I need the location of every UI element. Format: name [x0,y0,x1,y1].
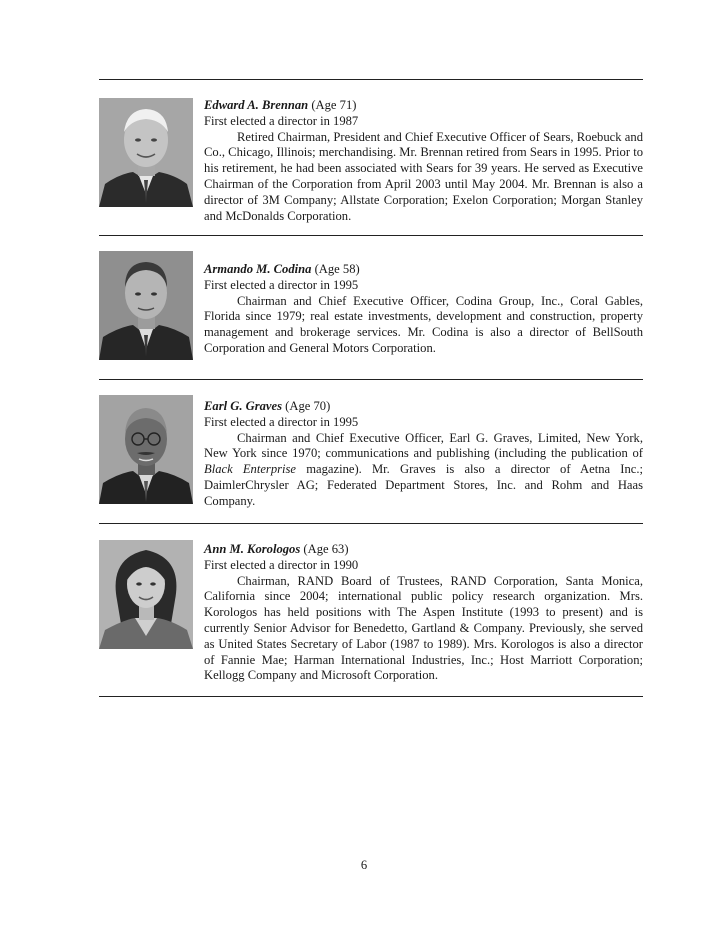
director-age: (Age 70) [285,399,331,413]
director-age: (Age 63) [303,542,349,556]
director-elected: First elected a director in 1995 [204,277,359,292]
director-text-korologos [204,542,643,684]
divider-rule [99,379,643,380]
director-header [204,542,643,558]
director-photo-brennan [99,98,193,207]
director-bio-part: magazine). Mr. Graves is also a director of Aetna Inc.; DaimlerChrysler AG; Federated Department Stores, Inc. and Rohm and Haas Company. [204,462,643,508]
director-text-codina [204,262,643,357]
divider-rule [99,523,643,524]
director-name: Edward A. Brennan [204,98,309,112]
director-age: (Age 71) [311,98,357,112]
director-bio-part: Chairman and Chief Executive Officer, Earl G. Graves, Limited, New York, New York since 1970; communications and publishing (including the publication of [204,430,643,461]
page-number: 6 [360,858,368,872]
director-bio: Chairman, RAND Board of Trustees, RAND Corporation, Santa Monica, California since 2004; international public policy research organization. Mrs. Korologos has held positions with The Aspen Institute (1993 to present) and is currently Senior Advisor for Benedetto, Gartland & Company. Previously, she served as United States Secretary of Labor (1987 to 1989). Mrs. Korologos is also a director of Fannie Mae; Harman International Industries, Inc.; Host Marriott Corporation; Kellogg Company and Microsoft Corporation. [204,573,643,683]
director-elected: First elected a director in 1990 [204,557,359,572]
publication-title: Black Enterprise [204,462,297,477]
director-photo-codina [99,251,193,360]
director-name: Ann M. Korologos [204,542,301,556]
director-photo-graves [99,395,193,504]
divider-rule [99,696,643,697]
divider-rule [99,235,643,236]
director-bio: Chairman and Chief Executive Officer, Codina Group, Inc., Coral Gables, Florida since 1979; real estate investments, development and construction, property management and brokerage services. Mr. Codina is also a director of BellSouth Corporation and General Motors Corporation. [204,293,643,355]
director-photo-korologos [99,540,193,649]
director-header [204,262,643,278]
director-bio: Retired Chairman, President and Chief Executive Officer of Sears, Roebuck and Co., Chicago, Illinois; merchandising. Mr. Brennan retired from Sears in 1995. Prior to his retirement, he had been associated with Sears for 39 years. He served as Executive Chairman of the Corporation from April 2003 until May 2004. Mr. Brennan is also a director of 3M Company; Allstate Corporation; Exelon Corporation; Morgan Stanley and McDonalds Corporation. [204,129,643,223]
divider-rule [99,79,643,80]
director-header [204,399,643,415]
director-text-graves [204,399,643,510]
director-elected: First elected a director in 1987 [204,113,359,128]
director-name: Armando M. Codina [204,262,312,276]
director-header [204,98,643,114]
director-age: (Age 58) [314,262,360,276]
director-bio [204,431,643,510]
director-name: Earl G. Graves [204,399,283,413]
director-elected: First elected a director in 1995 [204,414,359,429]
director-text-brennan [204,98,643,224]
